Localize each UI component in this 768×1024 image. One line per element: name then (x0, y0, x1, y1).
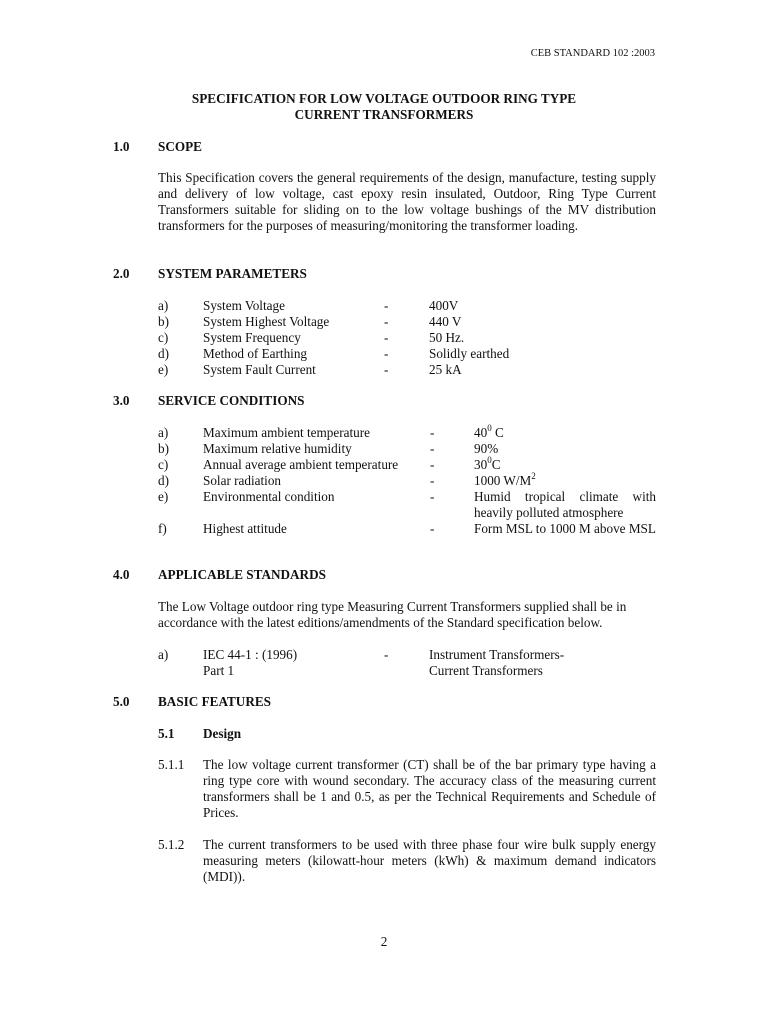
item-value: Humid tropical climate with heavily polluted atmosphere (474, 489, 656, 520)
item-label: b) (158, 314, 169, 329)
item-separator: - (430, 489, 435, 504)
clause-number: 5.1.1 (158, 757, 185, 772)
section-heading-service-conditions: SERVICE CONDITIONS (158, 393, 305, 408)
item-separator: - (384, 362, 389, 377)
item-value: Solidly earthed (429, 346, 510, 361)
item-name: Maximum ambient temperature (203, 425, 370, 440)
document-title-line2: CURRENT TRANSFORMERS (294, 107, 474, 122)
item-label: c) (158, 330, 169, 345)
list-item (158, 330, 656, 346)
item-name: System Voltage (203, 298, 285, 313)
item-value: Form MSL to 1000 M above MSL (474, 521, 656, 536)
page-number: 2 (380, 934, 388, 949)
list-item (158, 521, 656, 553)
value-suffix: C (491, 425, 504, 440)
list-item (158, 457, 656, 473)
item-value: 400V (429, 298, 459, 313)
service-conditions-list (158, 425, 656, 553)
section-number-applicable-standards: 4.0 (113, 567, 130, 582)
item-label: d) (158, 346, 169, 361)
item-separator: - (430, 457, 435, 472)
value-text: 1000 W/M (474, 473, 532, 488)
section-number-scope: 1.0 (113, 139, 130, 154)
list-item (158, 663, 656, 679)
item-separator: - (430, 425, 435, 440)
item-value: 440 V (429, 314, 462, 329)
value-superscript: 0 (487, 455, 492, 465)
document-title-line1: SPECIFICATION FOR LOW VOLTAGE OUTDOOR RING TYPE (191, 91, 577, 106)
item-label: f) (158, 521, 167, 536)
value-suffix: C (491, 457, 501, 472)
applicable-standards-paragraph: The Low Voltage outdoor ring type Measuring Current Transformers supplied shall be in accordance with the latest editions/amendments of the Standard specification below. (158, 599, 627, 630)
item-separator: - (384, 314, 389, 329)
subsection-heading-design: Design (203, 726, 242, 741)
standards-reference-list (158, 647, 656, 679)
section-number-basic-features: 5.0 (113, 694, 130, 709)
list-item (158, 425, 656, 441)
list-item (158, 473, 656, 489)
item-separator: - (430, 441, 435, 456)
item-label: a) (158, 647, 169, 662)
standard-reference: CEB STANDARD 102 :2003 (530, 48, 655, 59)
item-name: Solar radiation (203, 473, 282, 488)
section-number-system-parameters: 2.0 (113, 266, 130, 281)
item-separator: - (430, 521, 435, 536)
item-value (474, 457, 656, 473)
standard-title: Instrument Transformers- (429, 647, 565, 662)
item-name: Highest attitude (203, 521, 287, 536)
item-separator: - (384, 298, 389, 313)
item-value (474, 473, 656, 489)
value-text: 40 (474, 425, 488, 440)
scope-paragraph (158, 170, 656, 234)
item-value (474, 425, 656, 441)
item-separator: - (384, 346, 389, 361)
clause-text: The low voltage current transformer (CT) shall be of the bar primary type having a ring type core with wound secondary. The accuracy class of the measuring current transformers shall be 1 and 0.5, as per the Technical Requirements and Schedule of Prices. (203, 757, 656, 820)
clause-text: The current transformers to be used with three phase four wire bulk supply energy measuring meters (kilowatt-hour meters (kWh) & maximum demand indicators (MDI)). (203, 837, 656, 884)
item-name: System Fault Current (203, 362, 316, 377)
item-label: e) (158, 489, 169, 504)
item-name: Method of Earthing (203, 346, 308, 361)
item-name: Environmental condition (203, 489, 335, 504)
list-item (158, 647, 656, 663)
list-item (158, 346, 656, 362)
item-name: System Highest Voltage (203, 314, 330, 329)
item-value: 25 kA (429, 362, 462, 377)
section-number-service-conditions: 3.0 (113, 393, 130, 408)
section-heading-applicable-standards: APPLICABLE STANDARDS (158, 567, 326, 582)
value-superscript: 2 (531, 471, 536, 481)
scope-text: This Specification covers the general requirements of the design, manufacture, testing supply and delivery of low voltage, cast epoxy resin insulated, Outdoor, Ring Type Current Transformers suitable for sliding on to the low voltage bushings of the MV distribution transformers for the purposes of measuring/monitoring the transformer loading. (158, 170, 656, 233)
list-item (158, 298, 656, 314)
section-heading-system-parameters: SYSTEM PARAMETERS (158, 266, 307, 281)
section-heading-scope: SCOPE (158, 139, 202, 154)
value-text: 30 (474, 457, 488, 472)
item-name: Annual average ambient temperature (203, 457, 399, 472)
system-parameters-list (158, 298, 656, 378)
standard-code: IEC 44-1 : (1996) (203, 647, 298, 662)
item-label: c) (158, 457, 169, 472)
list-item (158, 314, 656, 330)
standard-title-continued: Current Transformers (429, 663, 543, 678)
list-item (158, 441, 656, 457)
standard-code-part: Part 1 (203, 663, 235, 678)
item-value: 90% (474, 441, 499, 456)
list-item (158, 489, 656, 521)
item-name: Maximum relative humidity (203, 441, 352, 456)
item-separator: - (384, 330, 389, 345)
item-separator: - (430, 473, 435, 488)
item-name: System Frequency (203, 330, 301, 345)
item-label: a) (158, 425, 169, 440)
item-value: 50 Hz. (429, 330, 465, 345)
clause-number: 5.1.2 (158, 837, 185, 852)
value-superscript: 0 (487, 423, 492, 433)
subsection-number-design: 5.1 (158, 726, 175, 741)
item-separator: - (384, 647, 389, 662)
item-label: b) (158, 441, 169, 456)
item-label: d) (158, 473, 169, 488)
item-label: a) (158, 298, 169, 313)
item-label: e) (158, 362, 169, 377)
section-heading-basic-features: BASIC FEATURES (158, 694, 271, 709)
list-item (158, 362, 656, 378)
